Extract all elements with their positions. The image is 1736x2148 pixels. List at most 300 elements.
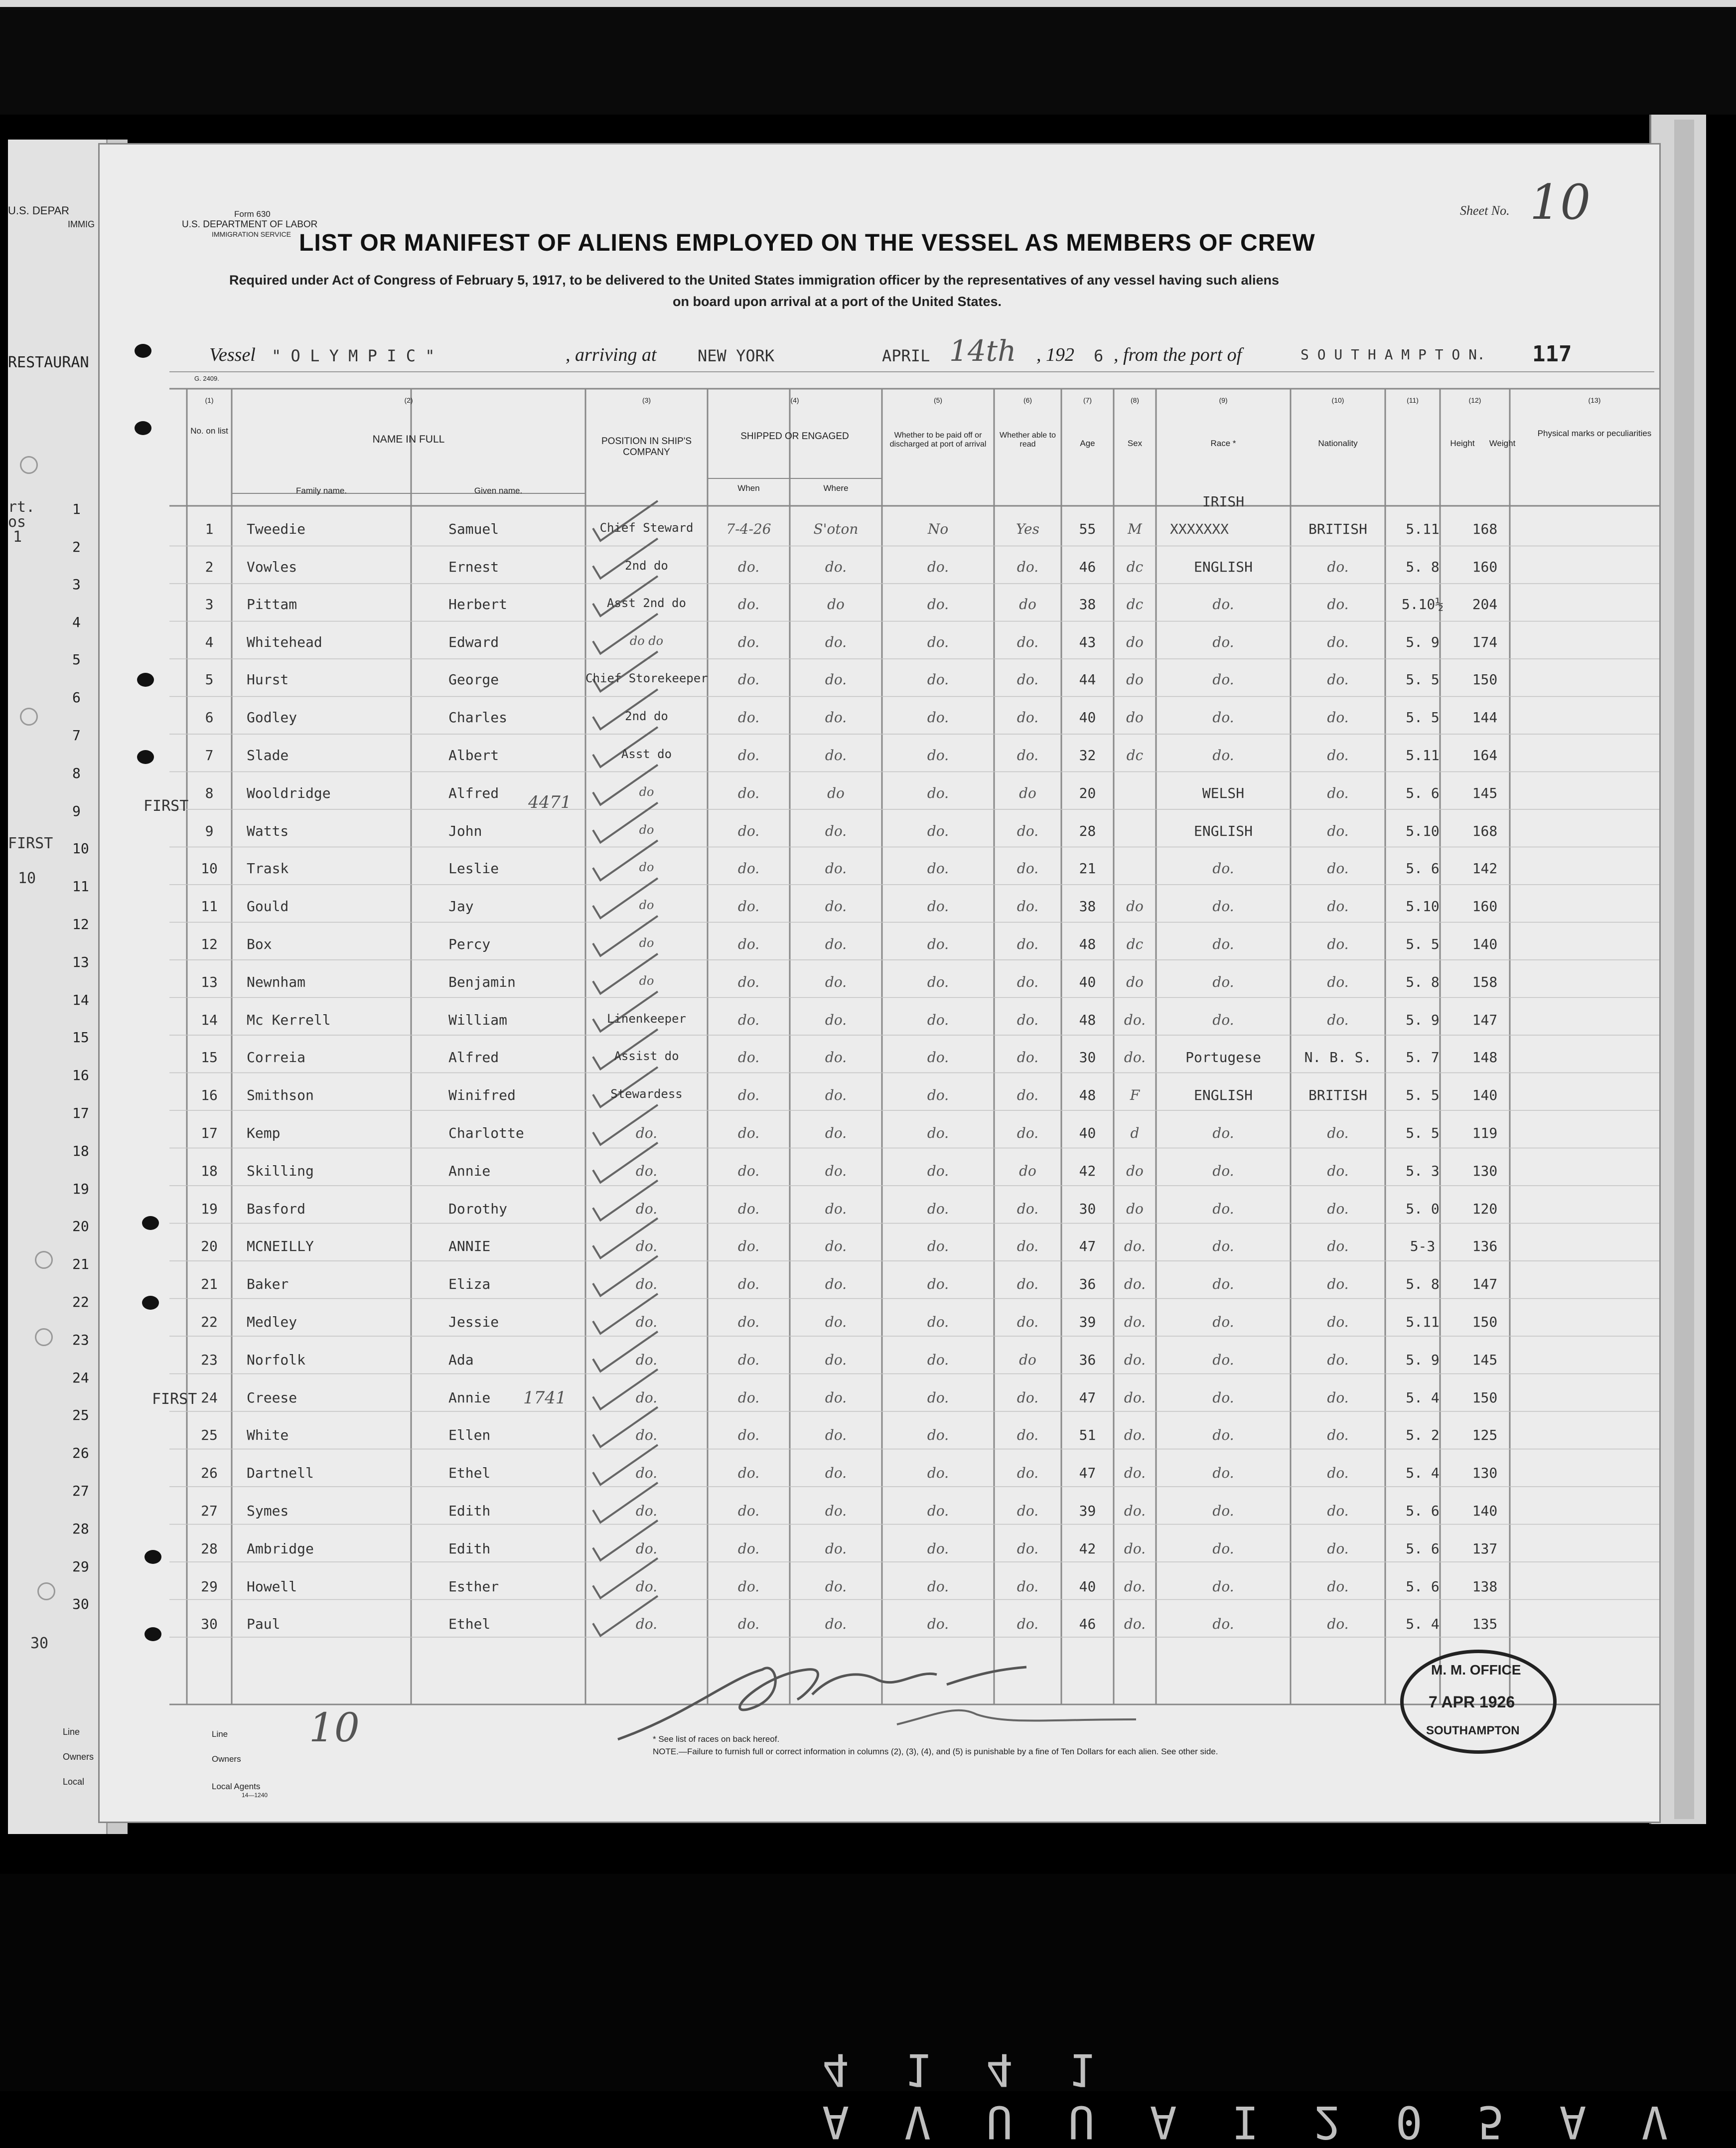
cell-age: 42	[1079, 1540, 1096, 1557]
cell-weight: 148	[1472, 1049, 1498, 1066]
punch-hole	[142, 1296, 159, 1310]
cell-position: do	[639, 935, 654, 950]
cell-age: 30	[1079, 1049, 1096, 1066]
cell-weight: 130	[1472, 1162, 1498, 1179]
cell-age: 51	[1079, 1427, 1096, 1444]
cell-paid: No	[927, 521, 949, 537]
cell-where: do.	[825, 1124, 847, 1141]
cell-read: do.	[1016, 1087, 1039, 1104]
cell-weight: 164	[1472, 747, 1498, 764]
cell-where: do.	[825, 709, 847, 726]
cell-weight: 160	[1472, 898, 1498, 915]
cell-where: do.	[825, 1502, 847, 1519]
cell-where: do.	[825, 1540, 847, 1557]
cell-sex: do	[1126, 1200, 1144, 1217]
cell-weight: 130	[1472, 1465, 1498, 1482]
cell-family: Newnham	[247, 973, 306, 990]
cell-weight: 138	[1472, 1578, 1498, 1595]
cell-weight: 120	[1472, 1200, 1498, 1217]
cell-nat: do.	[1327, 1200, 1349, 1217]
cell-where: do.	[825, 1427, 847, 1444]
cell-when: do.	[737, 898, 760, 915]
mm-office-stamp	[1400, 1650, 1557, 1754]
cell-family: Medley	[247, 1313, 297, 1330]
cell-read: do.	[1016, 1540, 1039, 1557]
cell-given: Winifred	[448, 1087, 516, 1104]
cell-race: do.	[1212, 973, 1234, 990]
cell-where: do.	[825, 1616, 847, 1633]
cell-nat: do.	[1327, 671, 1349, 688]
cell-given: Herbert	[448, 596, 508, 613]
punch-hole	[145, 1627, 161, 1641]
cell-nat: do.	[1327, 1578, 1349, 1595]
cell-given: Ada	[448, 1351, 474, 1368]
cell-race: IRISH	[1202, 493, 1245, 510]
binder-ring	[37, 1582, 55, 1600]
cell-where: do.	[825, 558, 847, 575]
header-shipped: SHIPPED OR ENGAGED	[740, 431, 849, 442]
cell-position: Chief Steward	[599, 521, 694, 535]
cell-read: do.	[1016, 822, 1039, 839]
cell-height: 5. 5	[1406, 709, 1440, 726]
cell-n: 18	[201, 1162, 218, 1179]
vessel-label: Vessel	[209, 344, 256, 365]
column-number: (10)	[1331, 396, 1344, 404]
left-line-number: 2	[72, 538, 81, 555]
cell-weight: 168	[1472, 822, 1498, 839]
cell-position: do.	[635, 1238, 658, 1255]
form-number: Form 630	[234, 209, 271, 219]
cell-sex: do	[1126, 633, 1144, 650]
cell-read: do.	[1016, 1616, 1039, 1633]
cell-n: 10	[201, 860, 218, 877]
cell-when: do.	[737, 822, 760, 839]
cell-n: 7	[205, 747, 214, 764]
cell-nat: do.	[1327, 935, 1349, 952]
left-line-number: 25	[72, 1407, 89, 1424]
cell-height: 5. 6	[1406, 784, 1440, 801]
punch-hole	[135, 421, 151, 435]
footer-line-label: Line	[212, 1729, 228, 1739]
cell-family: Wooldridge	[247, 784, 331, 801]
vessel-name: " O L Y M P I C "	[272, 346, 435, 365]
cell-race: do.	[1212, 1616, 1234, 1633]
cell-given: Charlotte	[448, 1124, 524, 1141]
cell-sex: do	[1126, 671, 1144, 688]
cell-height: 5. 5	[1406, 1087, 1440, 1104]
under-first: FIRST	[8, 835, 53, 852]
cell-where: do.	[825, 1049, 847, 1066]
cell-when: do.	[737, 1162, 760, 1179]
cell-read: Yes	[1016, 521, 1039, 537]
cell-read: do.	[1016, 973, 1039, 990]
cell-race: do.	[1212, 709, 1234, 726]
cell-height: 5. 3	[1406, 1162, 1440, 1179]
cell-height: 5.11	[1406, 521, 1440, 537]
cell-weight: 204	[1472, 596, 1498, 613]
cell-family: Tweedie	[247, 521, 306, 537]
cell-race: do.	[1212, 1200, 1234, 1217]
cell-sex: do.	[1124, 1540, 1146, 1557]
cell-family: Paul	[247, 1616, 281, 1633]
cell-position: 2nd do	[625, 558, 668, 573]
stamp-bottom: SOUTHAMPTON	[1426, 1724, 1520, 1737]
cell-when: do.	[737, 860, 760, 877]
cell-family: Box	[247, 935, 272, 952]
cell-nat: do.	[1327, 1011, 1349, 1028]
cell-family: Slade	[247, 747, 289, 764]
cell-paid: do.	[927, 822, 949, 839]
left-line-number: 19	[72, 1180, 89, 1197]
subtitle-line-2: on board upon arrival at a port of the United States.	[673, 294, 1002, 309]
cell-paid: do.	[927, 1313, 949, 1330]
cell-read: do.	[1016, 1313, 1039, 1330]
cell-sex: do.	[1124, 1427, 1146, 1444]
cell-sex: do.	[1124, 1502, 1146, 1519]
cell-nat: do.	[1327, 1276, 1349, 1293]
cell-weight: 145	[1472, 1351, 1498, 1368]
cell-weight: 147	[1472, 1011, 1498, 1028]
cell-n: 14	[201, 1011, 218, 1028]
cell-where: do.	[825, 860, 847, 877]
cell-read: do.	[1016, 1502, 1039, 1519]
cell-family: Skilling	[247, 1162, 314, 1179]
under-owners: Owners	[63, 1752, 94, 1762]
cell-age: 55	[1079, 521, 1096, 537]
cell-height: 5. 9	[1406, 1351, 1440, 1368]
cell-paid: do.	[927, 898, 949, 915]
cell-height: 5. 4	[1406, 1616, 1440, 1633]
cell-where: do.	[825, 747, 847, 764]
cell-n: 29	[201, 1578, 218, 1595]
cell-age: 40	[1079, 1124, 1096, 1141]
header-where: Where	[823, 483, 849, 493]
cell-family: Watts	[247, 822, 289, 839]
cell-n: 17	[201, 1124, 218, 1141]
cell-read: do.	[1016, 1427, 1039, 1444]
cell-read: do.	[1016, 558, 1039, 575]
left-line-number: 5	[72, 651, 81, 668]
cell-weight: 140	[1472, 1087, 1498, 1104]
cell-where: do.	[825, 1200, 847, 1217]
cell-race: ENGLISH	[1193, 822, 1253, 839]
header-sex: Sex	[1127, 439, 1143, 448]
cell-position: Chief Storekeeper	[585, 671, 708, 686]
cell-age: 20	[1079, 784, 1096, 801]
cell-position: do	[639, 898, 654, 913]
cell-given: Ethel	[448, 1465, 491, 1482]
under-fragment-1: rt.	[8, 498, 35, 516]
cell-weight: 150	[1472, 1313, 1498, 1330]
cell-position: do.	[635, 1540, 658, 1557]
cell-when: do.	[737, 1200, 760, 1217]
cell-paid: do.	[927, 1049, 949, 1066]
cell-height: 5. 5	[1406, 1124, 1440, 1141]
column-number: (4)	[790, 396, 799, 404]
under-fragment-2: os	[8, 513, 26, 531]
cell-position: do.	[635, 1124, 658, 1141]
cell-paid: do.	[927, 1276, 949, 1293]
cell-paid: do.	[927, 1200, 949, 1217]
cell-age: 48	[1079, 1011, 1096, 1028]
cell-where: do.	[825, 1011, 847, 1028]
cell-race: do.	[1212, 1389, 1234, 1406]
cell-given: Esther	[448, 1578, 499, 1595]
cell-nat: do.	[1327, 1351, 1349, 1368]
annotation-note-row-20: 1741	[523, 1388, 567, 1408]
cell-family: Howell	[247, 1578, 297, 1595]
cell-paid: do.	[927, 1389, 949, 1406]
cell-where: S'oton	[813, 521, 859, 537]
cell-sex: do.	[1124, 1351, 1146, 1368]
cell-height: 5. 6	[1406, 1578, 1440, 1595]
cell-sex: do.	[1124, 1616, 1146, 1633]
cell-given: Annie	[448, 1389, 491, 1406]
cell-position: do.	[635, 1389, 658, 1406]
cell-age: 47	[1079, 1238, 1096, 1255]
cell-family: Basford	[247, 1200, 306, 1217]
column-number: (11)	[1407, 396, 1419, 404]
cell-read: do.	[1016, 633, 1039, 650]
cell-paid: do.	[927, 860, 949, 877]
footer-agents-label: Local Agents	[212, 1782, 261, 1791]
cell-height: 5. 4	[1406, 1465, 1440, 1482]
cell-age: 21	[1079, 860, 1096, 877]
footer-owners-label: Owners	[212, 1754, 241, 1764]
cell-n: 16	[201, 1087, 218, 1104]
cell-family: Whitehead	[247, 633, 322, 650]
cell-family: Vowles	[247, 558, 297, 575]
cell-given: Leslie	[448, 860, 499, 877]
cell-height: 5. 5	[1406, 671, 1440, 688]
cell-position: do.	[635, 1465, 658, 1482]
cell-given: George	[448, 671, 499, 688]
cell-when: do.	[737, 935, 760, 952]
header-able-read: Whether able to read	[1000, 431, 1056, 449]
cell-where: do	[827, 784, 845, 801]
cell-read: do	[1019, 1162, 1036, 1179]
cell-paid: do.	[927, 1351, 949, 1368]
cell-weight: 142	[1472, 860, 1498, 877]
cell-where: do	[827, 596, 845, 613]
cell-sex: M	[1128, 521, 1142, 537]
cell-weight: 158	[1472, 973, 1498, 990]
cell-read: do.	[1016, 709, 1039, 726]
cell-where: do.	[825, 898, 847, 915]
cell-paid: do.	[927, 596, 949, 613]
cell-family: Ambridge	[247, 1540, 314, 1557]
cell-when: do.	[737, 709, 760, 726]
cell-read: do.	[1016, 860, 1039, 877]
header-no-on-list: No. on list	[190, 426, 228, 436]
cell-age: 30	[1079, 1200, 1096, 1217]
cell-paid: do.	[927, 935, 949, 952]
cell-sex: do	[1126, 709, 1144, 726]
cell-age: 43	[1079, 633, 1096, 650]
left-line-number: 1	[72, 501, 81, 517]
cell-family: Dartnell	[247, 1465, 314, 1482]
cell-height: 5. 6	[1406, 860, 1440, 877]
cell-family: Smithson	[247, 1087, 314, 1104]
left-line-number: 4	[72, 614, 81, 630]
cell-height: 5. 2	[1406, 1427, 1440, 1444]
left-line-number: 15	[72, 1029, 89, 1046]
cell-weight: 150	[1472, 671, 1498, 688]
cell-height: 5.10	[1406, 822, 1440, 839]
cell-age: 38	[1079, 898, 1096, 915]
cell-given: Jessie	[448, 1313, 499, 1330]
stamp-top: M. M. OFFICE	[1431, 1662, 1521, 1678]
cell-race: do.	[1212, 747, 1234, 764]
cell-n: 4	[205, 633, 214, 650]
cell-paid: do.	[927, 973, 949, 990]
cell-paid: do.	[927, 1162, 949, 1179]
manifest-sheet	[72, 145, 1659, 1822]
cell-weight: 145	[1472, 784, 1498, 801]
cell-family: White	[247, 1427, 289, 1444]
cell-weight: 160	[1472, 558, 1498, 575]
cell-where: do.	[825, 1162, 847, 1179]
cell-sex: do.	[1124, 1578, 1146, 1595]
cell-where: do.	[825, 1276, 847, 1293]
cell-family: Gould	[247, 898, 289, 915]
cell-read: do.	[1016, 1389, 1039, 1406]
cell-nat: do.	[1327, 596, 1349, 613]
cell-nat: do.	[1327, 1427, 1349, 1444]
cell-read: do.	[1016, 1011, 1039, 1028]
cell-where: do.	[825, 1351, 847, 1368]
cell-height: 5. 6	[1406, 1540, 1440, 1557]
cell-paid: do.	[927, 1465, 949, 1482]
cell-read: do.	[1016, 747, 1039, 764]
cell-paid: do.	[927, 1427, 949, 1444]
cell-nat: do.	[1327, 898, 1349, 915]
left-line-number: 13	[72, 953, 89, 970]
left-line-number: 20	[72, 1218, 89, 1235]
left-line-number: 3	[72, 576, 81, 593]
sheet-number: 10	[1530, 174, 1591, 230]
cell-n: 6	[205, 709, 214, 726]
arrival-month: APRIL	[882, 346, 930, 365]
annotation-note-row-8: 4471	[528, 792, 572, 812]
cell-race: do.	[1212, 1427, 1234, 1444]
binder-ring	[35, 1251, 53, 1269]
cell-paid: do.	[927, 1011, 949, 1028]
cell-age: 40	[1079, 1578, 1096, 1595]
left-line-number: 24	[72, 1369, 89, 1386]
cell-position: Asst 2nd do	[607, 596, 686, 610]
cell-n: 3	[205, 596, 214, 613]
cell-given: Edward	[448, 633, 499, 650]
cell-given: Albert	[448, 747, 499, 764]
cell-family: Trask	[247, 860, 289, 877]
cell-sex: dc	[1126, 747, 1144, 764]
left-line-number: 22	[72, 1293, 89, 1310]
cell-race: do.	[1212, 898, 1234, 915]
cell-nat: BRITISH	[1308, 521, 1367, 537]
left-line-number: 12	[72, 916, 89, 932]
cell-sex: dc	[1126, 596, 1144, 613]
cell-height: 5. 4	[1406, 1389, 1440, 1406]
left-line-number: 18	[72, 1142, 89, 1159]
cell-position: do.	[635, 1351, 658, 1368]
left-line-number: 6	[72, 689, 81, 706]
cell-race: Portugese	[1185, 1049, 1261, 1066]
cell-height: 5.10	[1406, 898, 1440, 915]
cell-race: do.	[1212, 1465, 1234, 1482]
cell-race: do.	[1212, 935, 1234, 952]
binder-ring	[20, 708, 38, 726]
left-line-number: 9	[72, 802, 81, 819]
cell-read: do.	[1016, 1465, 1039, 1482]
punch-hole	[137, 673, 154, 687]
left-line-number: 21	[72, 1256, 89, 1273]
cell-when: do.	[737, 1540, 760, 1557]
header-position: POSITION IN SHIP'S COMPANY	[601, 436, 692, 458]
cell-where: do.	[825, 1465, 847, 1482]
left-line-number: 26	[72, 1445, 89, 1462]
cell-n: 8	[205, 784, 214, 801]
cell-sex: do.	[1124, 1238, 1146, 1255]
footnote-penalty: NOTE.—Failure to furnish full or correct information in columns (2), (3), (4), and (5) is punishable by a fine of Ten Dollars for each alien. See other side.	[653, 1747, 1218, 1756]
cell-race: do.	[1212, 1162, 1234, 1179]
cell-position: Stewardess	[610, 1087, 683, 1101]
cell-sex: dc	[1126, 935, 1144, 952]
header-paid-off: Whether to be paid off or discharged at port of arrival	[889, 431, 987, 449]
column-number: (8)	[1130, 396, 1140, 404]
cell-age: 46	[1079, 558, 1096, 575]
cell-position: do	[639, 784, 654, 799]
cell-n: 9	[205, 822, 214, 839]
column-number: (6)	[1023, 396, 1032, 404]
cell-given: Jay	[448, 898, 474, 915]
cell-position: 2nd do	[625, 709, 668, 724]
from-label: , from the port of	[1114, 344, 1242, 365]
cell-nat: do.	[1327, 747, 1349, 764]
cell-read: do.	[1016, 1578, 1039, 1595]
left-line-number: 23	[72, 1331, 89, 1348]
cell-when: do.	[737, 671, 760, 688]
cell-weight: 125	[1472, 1427, 1498, 1444]
cell-height: 5-3	[1410, 1238, 1436, 1255]
cell-height: 5. 8	[1406, 973, 1440, 990]
header-given-name: Given name.	[474, 486, 523, 495]
arrival-day: 14th	[949, 334, 1016, 368]
header-when: When	[737, 483, 760, 493]
cell-race: do.	[1212, 1540, 1234, 1557]
cell-position: do do	[629, 633, 664, 648]
cell-weight: 136	[1472, 1238, 1498, 1255]
cell-position: do.	[635, 1276, 658, 1293]
left-line-number: 28	[72, 1520, 89, 1537]
cell-race: do.	[1212, 633, 1234, 650]
film-top-band	[0, 0, 1736, 115]
footer-line-value: 10	[309, 1704, 360, 1751]
cell-position: do.	[635, 1162, 658, 1179]
cell-paid: do.	[927, 558, 949, 575]
cell-when: do.	[737, 1049, 760, 1066]
cell-race: do.	[1212, 1578, 1234, 1595]
cell-read: do.	[1016, 1276, 1039, 1293]
cell-when: do.	[737, 1276, 760, 1293]
column-number: (12)	[1468, 396, 1481, 404]
cell-race: ENGLISH	[1193, 1087, 1253, 1104]
cell-race: do.	[1212, 1124, 1234, 1141]
cell-given: Ernest	[448, 558, 499, 575]
punch-hole	[142, 1216, 159, 1230]
cell-read: do.	[1016, 1200, 1039, 1217]
cell-n: 22	[201, 1313, 218, 1330]
